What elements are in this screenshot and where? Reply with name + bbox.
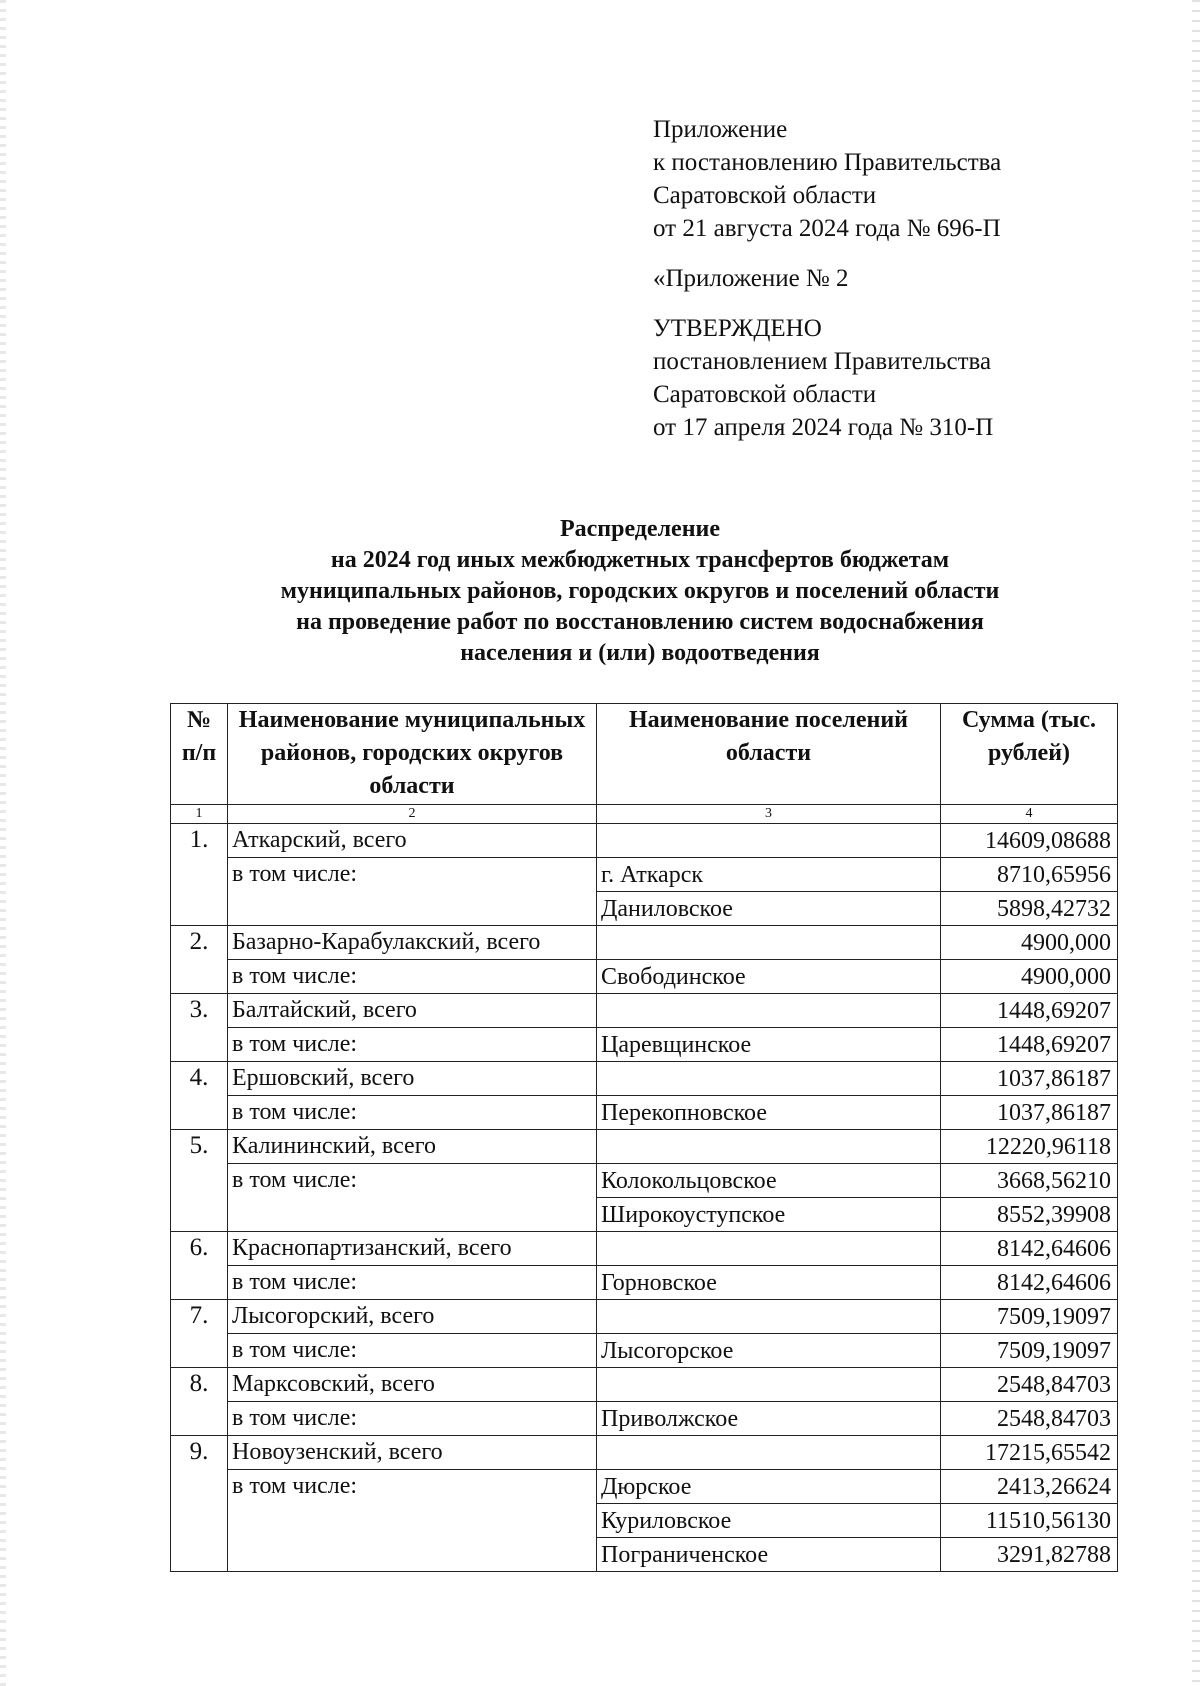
settlement-sum: 1037,86187 xyxy=(941,1096,1118,1130)
table-row xyxy=(171,824,1118,858)
settlement-name: Перекопновское xyxy=(597,1096,941,1130)
settlement-sum: 7509,19097 xyxy=(941,1334,1118,1368)
settlement-name: Широкоуступское xyxy=(597,1198,941,1232)
table-row xyxy=(171,1266,1118,1300)
settlement-name-empty xyxy=(597,994,941,1028)
including-label: в том числе: xyxy=(228,1266,597,1300)
including-label: в том числе: xyxy=(228,858,597,926)
scan-edge-right xyxy=(1192,0,1200,1686)
title-line: населения и (или) водоотведения xyxy=(460,640,820,666)
settlement-name-empty xyxy=(597,1232,941,1266)
table-row xyxy=(171,1232,1118,1266)
settlement-name-empty xyxy=(597,1062,941,1096)
table-row xyxy=(171,1028,1118,1062)
header-district: Наименование муниципальных районов, городских округов области xyxy=(228,704,597,805)
table-row xyxy=(171,1062,1118,1096)
settlement-name: Горновское xyxy=(597,1266,941,1300)
appendix-line: от 21 августа 2024 года № 696-П xyxy=(653,215,1001,242)
settlement-sum: 8142,64606 xyxy=(941,1266,1118,1300)
including-label: в том числе: xyxy=(228,1164,597,1232)
settlement-name-empty xyxy=(597,1300,941,1334)
approved-line: от 17 апреля 2024 года № 310-П xyxy=(653,414,994,441)
table-body xyxy=(171,824,1118,1572)
settlement-name: Колокольцовское xyxy=(597,1164,941,1198)
row-number: 8. xyxy=(171,1368,228,1436)
settlement-sum: 4900,000 xyxy=(941,960,1118,994)
settlement-sum: 11510,56130 xyxy=(941,1504,1118,1538)
settlement-sum: 2413,26624 xyxy=(941,1470,1118,1504)
district-name: Новоузенский, всего xyxy=(228,1436,597,1470)
row-number: 1. xyxy=(171,824,228,926)
settlement-name: Приволжское xyxy=(597,1402,941,1436)
settlement-name: г. Аткарск xyxy=(597,858,941,892)
district-name: Ершовский, всего xyxy=(228,1062,597,1096)
including-label: в том числе: xyxy=(228,1402,597,1436)
approval-block xyxy=(653,113,1001,461)
district-name: Аткарский, всего xyxy=(228,824,597,858)
settlement-name: Царевщинское xyxy=(597,1028,941,1062)
table-row xyxy=(171,1470,1118,1504)
column-number: 1 xyxy=(171,805,228,824)
column-number: 2 xyxy=(228,805,597,824)
title-line: на проведение работ по восстановлению систем водоснабжения xyxy=(296,609,984,635)
appendix-number xyxy=(653,262,1001,295)
table-row xyxy=(171,1334,1118,1368)
table-row xyxy=(171,858,1118,892)
district-name: Лысогорский, всего xyxy=(228,1300,597,1334)
row-number: 7. xyxy=(171,1300,228,1368)
title-line: Распределение xyxy=(559,516,721,542)
row-number: 3. xyxy=(171,994,228,1062)
district-name: Калининский, всего xyxy=(228,1130,597,1164)
appendix-reference xyxy=(653,113,1001,245)
settlement-name: Даниловское xyxy=(597,892,941,926)
district-total: 17215,65542 xyxy=(941,1436,1118,1470)
table-row xyxy=(171,994,1118,1028)
row-number: 4. xyxy=(171,1062,228,1130)
including-label: в том числе: xyxy=(228,1028,597,1062)
column-number: 4 xyxy=(941,805,1118,824)
title-line: на 2024 год иных межбюджетных трансфертов бюджетам xyxy=(330,547,950,573)
district-total: 1037,86187 xyxy=(941,1062,1118,1096)
including-label: в том числе: xyxy=(228,1470,597,1572)
settlement-sum: 3291,82788 xyxy=(941,1538,1118,1572)
district-total: 2548,84703 xyxy=(941,1368,1118,1402)
header-sum: Сумма (тыс. рублей) xyxy=(941,704,1118,805)
settlement-name: Пограниченское xyxy=(597,1538,941,1572)
district-total: 4900,000 xyxy=(941,926,1118,960)
district-total: 12220,96118 xyxy=(941,1130,1118,1164)
table-row xyxy=(171,1096,1118,1130)
header-number: № п/п xyxy=(171,704,228,805)
settlement-name-empty xyxy=(597,824,941,858)
table-row xyxy=(171,1300,1118,1334)
appendix-line: Саратовской области xyxy=(653,182,877,209)
district-total: 14609,08688 xyxy=(941,824,1118,858)
table-row xyxy=(171,1402,1118,1436)
scan-edge-left xyxy=(0,0,6,1686)
approved-stamp xyxy=(653,312,1001,444)
district-name: Марксовский, всего xyxy=(228,1368,597,1402)
appendix-number-line: «Приложение № 2 xyxy=(653,265,849,292)
table-row xyxy=(171,1164,1118,1198)
district-name: Балтайский, всего xyxy=(228,994,597,1028)
column-number-row xyxy=(171,805,1118,824)
settlement-sum: 8552,39908 xyxy=(941,1198,1118,1232)
district-total: 1448,69207 xyxy=(941,994,1118,1028)
document-title xyxy=(140,514,1140,669)
title-line: муниципальных районов, городских округов и поселений области xyxy=(280,578,1000,604)
settlement-name-empty xyxy=(597,1130,941,1164)
appendix-line: к постановлению Правительства xyxy=(653,149,1002,176)
district-total: 8142,64606 xyxy=(941,1232,1118,1266)
approved-line: Саратовской области xyxy=(653,381,877,408)
including-label: в том числе: xyxy=(228,1096,597,1130)
district-name: Краснопартизанский, всего xyxy=(228,1232,597,1266)
settlement-name: Дюрское xyxy=(597,1470,941,1504)
approved-line: УТВЕРЖДЕНО xyxy=(653,315,822,342)
row-number: 9. xyxy=(171,1436,228,1572)
settlement-name: Куриловское xyxy=(597,1504,941,1538)
settlement-name: Лысогорское xyxy=(597,1334,941,1368)
district-name: Базарно-Карабулакский, всего xyxy=(228,926,597,960)
table-row xyxy=(171,1368,1118,1402)
settlement-sum: 2548,84703 xyxy=(941,1402,1118,1436)
row-number: 5. xyxy=(171,1130,228,1232)
district-total: 7509,19097 xyxy=(941,1300,1118,1334)
header-settlement: Наименование поселений области xyxy=(597,704,941,805)
table-row xyxy=(171,960,1118,994)
settlement-sum: 8710,65956 xyxy=(941,858,1118,892)
table-header-row xyxy=(171,704,1118,805)
settlement-sum: 5898,42732 xyxy=(941,892,1118,926)
approved-line: постановлением Правительства xyxy=(653,348,992,375)
table-row xyxy=(171,1130,1118,1164)
table-row xyxy=(171,926,1118,960)
settlement-name-empty xyxy=(597,1436,941,1470)
row-number: 2. xyxy=(171,926,228,994)
settlement-name-empty xyxy=(597,1368,941,1402)
settlement-sum: 1448,69207 xyxy=(941,1028,1118,1062)
row-number: 6. xyxy=(171,1232,228,1300)
appendix-line: Приложение xyxy=(653,116,788,143)
distribution-table xyxy=(170,703,1118,1572)
column-number: 3 xyxy=(597,805,941,824)
settlement-sum: 3668,56210 xyxy=(941,1164,1118,1198)
including-label: в том числе: xyxy=(228,1334,597,1368)
including-label: в том числе: xyxy=(228,960,597,994)
settlement-name-empty xyxy=(597,926,941,960)
table-row xyxy=(171,1436,1118,1470)
settlement-name: Свободинское xyxy=(597,960,941,994)
